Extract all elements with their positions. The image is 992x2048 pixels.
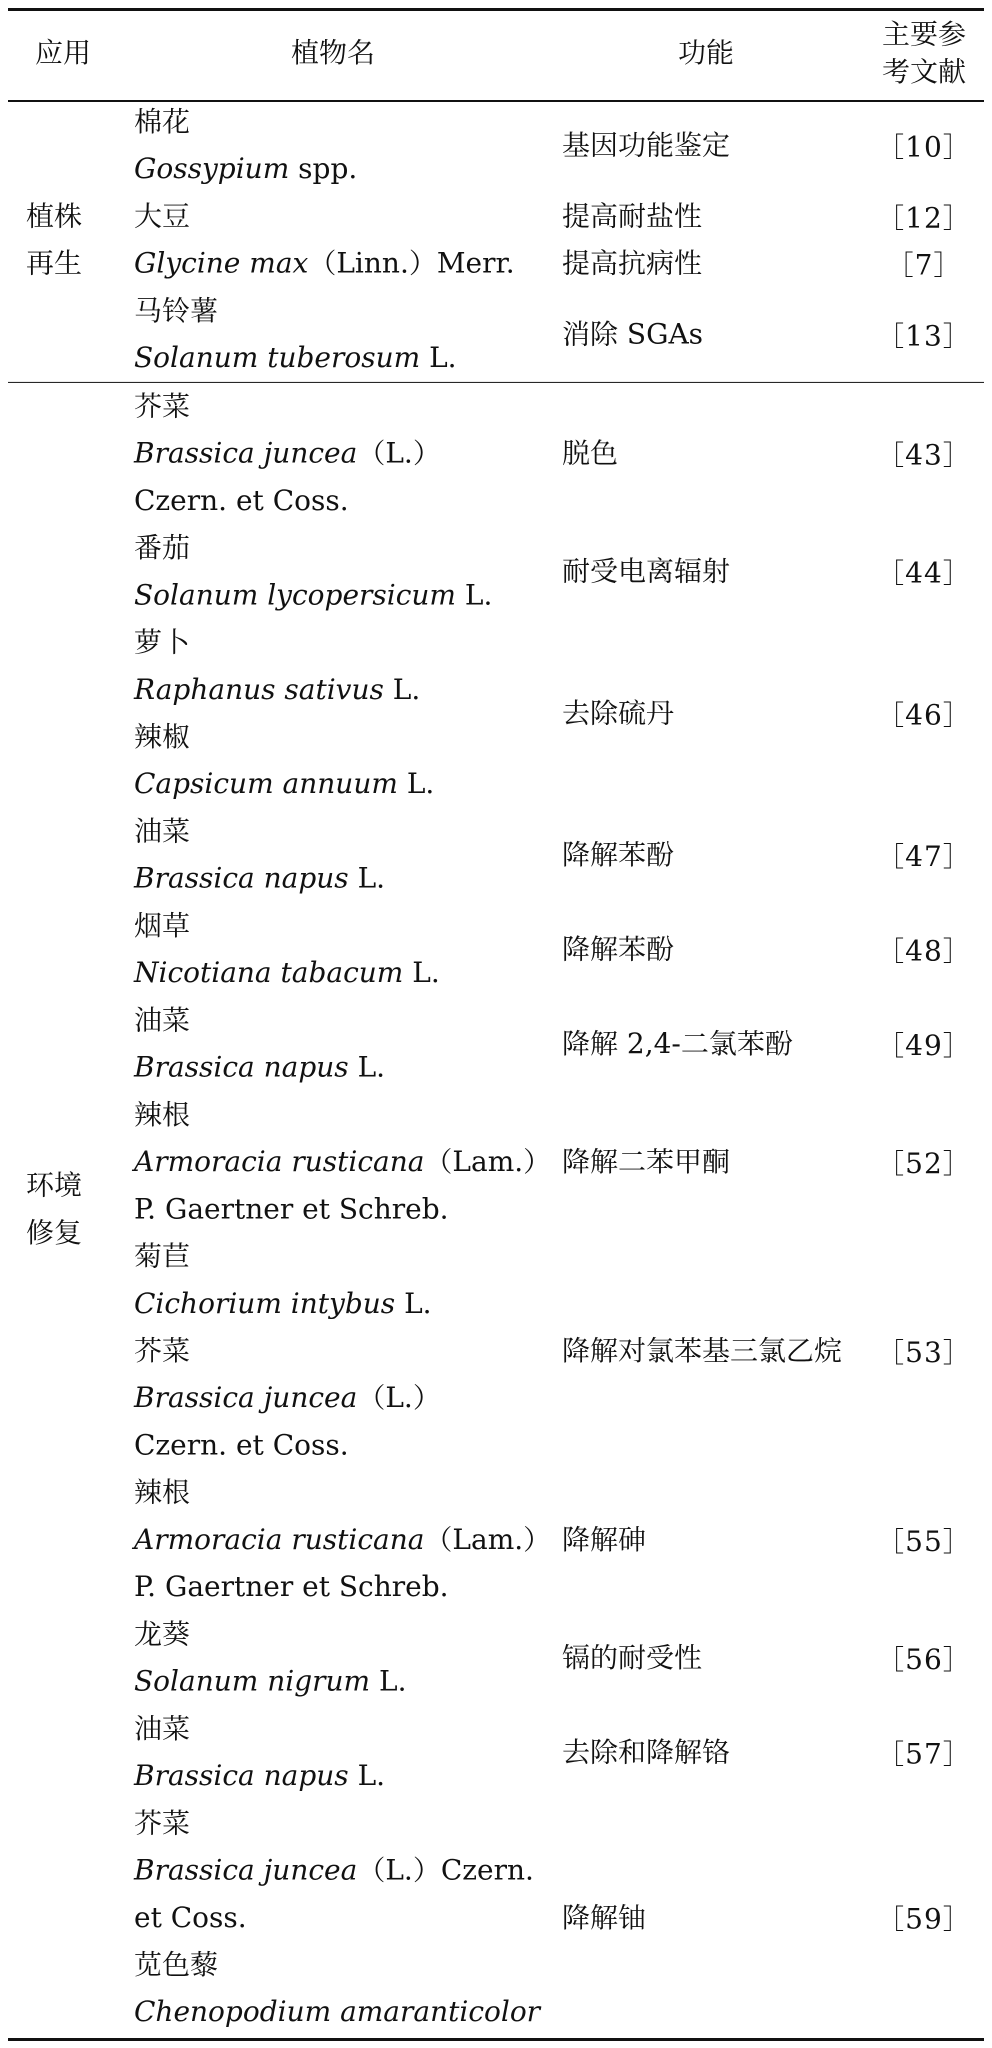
reference-number: ［46］ — [876, 698, 972, 732]
table-row — [8, 1705, 984, 1799]
reference-cell — [864, 525, 984, 619]
plant-name-line — [134, 1705, 548, 1752]
plant-name-line — [134, 1564, 548, 1611]
reference-number: ［59］ — [876, 1903, 972, 1936]
plant-authority: Czern. et Coss. — [134, 1428, 349, 1462]
bottom-rule — [8, 2038, 984, 2041]
plant-name-line — [134, 619, 548, 666]
table-row — [8, 1091, 984, 1233]
plant-name-line — [134, 146, 548, 193]
table-body — [8, 99, 984, 2036]
plant-name-line — [134, 572, 548, 619]
reference-cell — [864, 997, 984, 1091]
plant-name-line — [134, 1611, 548, 1658]
plant-name-line — [134, 1091, 548, 1138]
plant-name-line — [134, 997, 548, 1044]
plant-authority: （Lam.） — [424, 1145, 552, 1178]
plant-name-line — [134, 808, 548, 855]
header-reference — [864, 8, 984, 99]
plant-name-line — [134, 714, 548, 761]
table-row — [8, 525, 984, 619]
plant-cell — [118, 382, 548, 524]
table-row — [8, 902, 984, 996]
plant-scientific-name: Brassica juncea — [134, 1381, 358, 1415]
plant-scientific-name: Armoracia rusticana — [134, 1523, 425, 1556]
plant-authority: spp. — [289, 152, 358, 186]
application-label-line1: 环境 — [26, 1169, 83, 1202]
plant-name-line — [134, 1658, 548, 1705]
plant-name-line — [134, 99, 548, 146]
plant-common-name: 萝卜 — [134, 625, 191, 659]
reference-cell — [864, 382, 984, 524]
plant-name-line — [134, 1894, 548, 1941]
function-cell: 提高抗病性 — [562, 247, 703, 280]
reference-number: ［57］ — [876, 1737, 972, 1771]
plant-name-line — [134, 855, 548, 902]
plant-name-line — [134, 666, 548, 713]
plant-common-name: 油菜 — [134, 1712, 191, 1745]
plant-scientific-name: Gossypium — [134, 152, 290, 186]
plant-name-line — [134, 950, 548, 997]
function-cell: 降解铀 — [562, 1901, 647, 1934]
plant-scientific-name: Solanum tuberosum — [134, 341, 421, 375]
plant-name-line — [134, 1280, 548, 1327]
plant-authority: L. — [403, 956, 440, 990]
header-application: 应用 — [34, 36, 91, 70]
plant-authority: （L.） — [357, 437, 441, 470]
plant-name-line — [134, 1469, 548, 1516]
plant-authority: L. — [348, 1759, 386, 1792]
table-row — [8, 1233, 984, 1469]
plant-name-line — [134, 1044, 548, 1091]
table-row — [8, 1611, 984, 1705]
plant-authority: et Coss. — [134, 1901, 247, 1934]
plant-name-line — [134, 287, 548, 334]
plant-cell — [118, 1091, 552, 1233]
plant-scientific-name: Armoracia rusticana — [134, 1145, 425, 1178]
plant-authority: L. — [348, 862, 386, 895]
plant-name-line — [134, 1328, 548, 1375]
reference-number: ［13］ — [876, 319, 972, 353]
reference-cell — [864, 1233, 984, 1469]
reference-cell — [864, 1091, 984, 1233]
plant-common-name: 棉花 — [134, 105, 191, 138]
application-label-line2: 再生 — [26, 247, 83, 280]
table-row — [8, 1469, 984, 1611]
plant-name-line — [134, 1139, 552, 1186]
reference-number: ［52］ — [876, 1147, 972, 1180]
header-reference-line1: 主要参 — [881, 17, 966, 51]
function-cell: 降解砷 — [562, 1523, 647, 1556]
function-cell: 去除和降解铬 — [562, 1735, 731, 1769]
plant-name-line — [134, 525, 548, 572]
table-row — [8, 808, 984, 902]
function-cell: 降解 2,4-二氯苯酚 — [562, 1027, 793, 1060]
plant-scientific-name: Brassica napus — [134, 1051, 349, 1084]
plant-name-line — [134, 477, 548, 524]
reference-number: ［10］ — [876, 130, 972, 164]
plant-common-name: 芥菜 — [134, 389, 191, 423]
reference-cell — [864, 193, 984, 240]
reference-cell — [864, 1469, 984, 1611]
plant-common-name: 辣椒 — [134, 720, 191, 753]
function-cell: 降解对氯苯基三氯乙烷 — [562, 1334, 843, 1367]
function-cell: 提高耐盐性 — [562, 199, 703, 233]
reference-number: ［47］ — [876, 840, 972, 873]
plant-name-line — [134, 240, 548, 287]
plant-authority: L. — [420, 341, 457, 375]
reference-number: ［7］ — [885, 249, 963, 282]
plant-common-name: 油菜 — [134, 814, 191, 848]
plant-cell — [118, 99, 548, 193]
plant-cell — [118, 1611, 548, 1705]
reference-cell — [864, 1611, 984, 1705]
plant-cell — [118, 619, 548, 808]
header-function: 功能 — [677, 36, 734, 70]
plant-authority: L. — [348, 1051, 386, 1084]
table-row — [8, 382, 984, 524]
plant-scientific-name: Brassica juncea — [134, 1853, 358, 1887]
plant-authority: P. Gaertner et Schreb. — [134, 1570, 449, 1604]
header-plant: 植物名 — [290, 36, 375, 70]
plant-authority: L. — [456, 578, 493, 612]
plant-name-line — [134, 902, 548, 949]
table-row — [8, 619, 984, 808]
plant-common-name: 油菜 — [134, 1003, 191, 1037]
plant-scientific-name: Cichorium intybus — [134, 1287, 396, 1320]
plant-cell — [118, 193, 548, 240]
plant-name-line — [134, 1800, 548, 1847]
function-cell: 降解二苯甲酮 — [562, 1145, 731, 1178]
function-cell: 脱色 — [548, 382, 864, 524]
plant-authority: L. — [383, 673, 421, 706]
plant-scientific-name: Solanum nigrum — [134, 1665, 371, 1698]
plant-name-line — [134, 1422, 548, 1469]
plant-scientific-name: Brassica juncea — [134, 437, 358, 470]
function-cell: 消除 SGAs — [562, 317, 704, 351]
plant-cell — [118, 1233, 548, 1469]
plant-authority: Czern. et Coss. — [134, 484, 349, 517]
plant-cell — [118, 1469, 552, 1611]
plant-cell — [118, 997, 548, 1091]
plant-name-line — [134, 1375, 548, 1422]
plant-name-line — [134, 1942, 548, 1989]
plant-common-name: 烟草 — [134, 909, 191, 942]
plant-name-line — [134, 430, 548, 477]
reference-number: ［43］ — [876, 438, 972, 472]
plant-scientific-name: Chenopodium amaranticolor — [134, 1995, 541, 2029]
plant-authority: （L.） — [357, 1381, 441, 1415]
reference-number: ［56］ — [876, 1643, 972, 1676]
plant-common-name: 番茄 — [134, 531, 191, 564]
table-row — [8, 997, 984, 1091]
function-cell: 基因功能鉴定 — [562, 129, 731, 162]
plant-common-name: 芥菜 — [134, 1806, 191, 1840]
table-row — [8, 240, 984, 287]
header-row — [8, 8, 984, 99]
plant-name-line — [134, 1753, 548, 1800]
reference-cell — [864, 1705, 984, 1799]
plant-common-name: 苋色藜 — [134, 1948, 219, 1981]
plant-scientific-name: Brassica napus — [134, 862, 349, 895]
plant-name-line — [134, 1516, 552, 1563]
plant-authority: P. Gaertner et Schreb. — [134, 1192, 449, 1226]
reference-cell — [864, 99, 984, 193]
plant-application-table — [8, 8, 984, 2036]
plant-cell — [118, 902, 548, 996]
plant-cell — [118, 1705, 548, 1799]
reference-cell — [864, 808, 984, 902]
function-cell: 降解苯酚 — [562, 932, 675, 966]
plant-name-line — [134, 335, 548, 382]
plant-scientific-name: Capsicum annuum — [134, 767, 398, 801]
application-cell — [8, 99, 118, 383]
function-cell: 镉的耐受性 — [562, 1641, 703, 1674]
plant-common-name: 芥菜 — [134, 1334, 191, 1367]
function-cell: 降解苯酚 — [562, 838, 675, 871]
plant-authority: （Linn.）Merr. — [308, 247, 515, 280]
plant-name-line — [134, 1847, 548, 1894]
header-reference-line2: 考文献 — [881, 55, 966, 88]
reference-cell — [864, 619, 984, 808]
reference-number: ［48］ — [876, 934, 972, 968]
reference-number: ［49］ — [876, 1029, 972, 1062]
plant-common-name: 大豆 — [134, 199, 191, 233]
application-label-line1: 植株 — [26, 199, 83, 233]
reference-number: ［12］ — [876, 201, 972, 235]
plant-common-name: 马铃薯 — [134, 294, 219, 327]
plant-authority: L. — [395, 1287, 432, 1320]
plant-cell — [118, 525, 548, 619]
reference-cell — [864, 287, 984, 382]
application-cell — [8, 382, 118, 2036]
table-row — [8, 99, 984, 193]
plant-name-line — [134, 193, 548, 240]
plant-name-line — [134, 1186, 548, 1233]
plant-scientific-name: Glycine max — [134, 247, 309, 280]
plant-common-name: 辣根 — [134, 1476, 191, 1509]
plant-name-line — [134, 761, 548, 808]
reference-cell — [864, 1800, 984, 2036]
plant-authority: L. — [397, 767, 435, 801]
application-label-line2: 修复 — [26, 1216, 83, 1249]
plant-scientific-name: Solanum lycopersicum — [134, 578, 456, 612]
table-row — [8, 1800, 984, 2036]
table-row — [8, 193, 984, 240]
plant-authority: L. — [370, 1665, 407, 1698]
table-row — [8, 287, 984, 382]
plant-scientific-name: Brassica napus — [134, 1759, 349, 1792]
reference-number: ［44］ — [876, 557, 972, 590]
plant-cell — [118, 1800, 548, 2036]
plant-common-name: 菊苣 — [134, 1239, 191, 1273]
plant-common-name: 辣根 — [134, 1098, 191, 1131]
plant-common-name: 龙葵 — [134, 1617, 191, 1651]
plant-cell — [118, 808, 548, 902]
plant-scientific-name: Raphanus sativus — [134, 673, 384, 706]
plant-name-line — [134, 383, 548, 430]
reference-cell — [864, 902, 984, 996]
function-cell: 耐受电离辐射 — [562, 555, 731, 588]
reference-cell — [864, 240, 984, 287]
plant-authority: （Lam.） — [424, 1523, 552, 1556]
plant-name-line — [134, 1233, 548, 1280]
plant-authority: （L.）Czern. — [357, 1853, 534, 1887]
plant-cell — [118, 240, 548, 287]
reference-number: ［53］ — [876, 1336, 972, 1369]
reference-number: ［55］ — [876, 1525, 972, 1558]
function-cell: 去除硫丹 — [562, 696, 675, 730]
plant-scientific-name: Nicotiana tabacum — [134, 956, 404, 990]
plant-name-line — [134, 1989, 548, 2036]
plant-cell — [118, 287, 548, 382]
